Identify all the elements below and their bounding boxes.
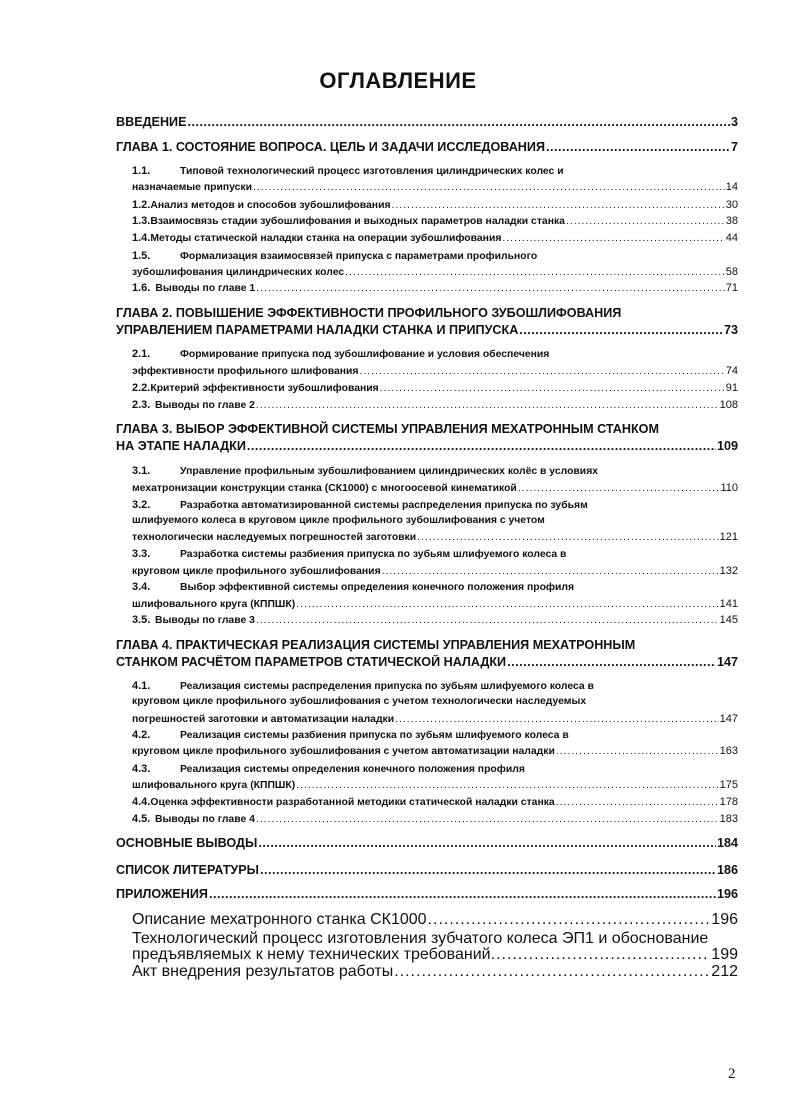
toc-section-number: 1.3.: [132, 215, 151, 227]
toc-section-line: [116, 282, 738, 294]
toc-leader-dots: [502, 233, 724, 244]
toc-chapter-line: [116, 422, 738, 436]
toc-leader-dots: [253, 182, 725, 193]
toc-page-ref: 3: [730, 115, 738, 129]
toc-entry-text: ВВЕДЕНИЕ: [116, 115, 187, 129]
toc-page-ref: 44: [725, 232, 738, 244]
toc-section-number: 1.6.: [132, 282, 151, 294]
toc-entry-text: предъявляемых к нему технических требований.: [132, 946, 496, 963]
toc-entry-text: Описание мехатронного станка СК1000: [132, 911, 427, 928]
toc-leader-dots: [256, 283, 725, 294]
toc-chapter-line: [116, 655, 738, 669]
toc-page-ref: 212: [711, 963, 738, 980]
toc-entry-text: Выводы по главе 1: [155, 283, 256, 294]
toc-entry-text: Разработка автоматизированной системы распределения припуска по зубьям: [180, 500, 588, 511]
toc-entry-text: зубошлифования цилиндрических колес: [132, 267, 345, 278]
toc-leader-dots: [296, 599, 718, 610]
toc-entry-text: Формализация взаимосвязей припуска с параметрами профильного: [180, 251, 538, 262]
toc-section-number: 4.2.: [132, 729, 151, 741]
toc-leader-dots: [256, 615, 719, 626]
toc-page-ref: 145: [719, 614, 738, 626]
toc-page-ref: 108: [719, 399, 738, 411]
toc-page-ref: 199: [711, 946, 738, 963]
toc-entry-text: мехатронизации конструкции станка (СК1000) с многоосевой кинематикой: [132, 483, 517, 494]
toc-section-line: [116, 911, 738, 929]
toc-entry-text: шлифуемого колеса в круговом цикле профильного зубошлифования с учетом: [132, 515, 545, 526]
toc-section-number: 3.3.: [132, 548, 151, 560]
toc-section-number: 1.5.: [132, 250, 151, 262]
toc-page-ref: 74: [725, 365, 738, 377]
toc-chapter-line: [116, 638, 738, 652]
toc-chapter-line: [116, 863, 738, 877]
toc-entry-text: УПРАВЛЕНИЕМ ПАРАМЕТРАМИ НАЛАДКИ СТАНКА И ПРИПУСКА: [116, 323, 519, 337]
toc-leader-dots: [428, 911, 711, 929]
toc-leader-dots: [345, 267, 725, 278]
toc-section-line: [116, 614, 738, 626]
toc-entry-text: ГЛАВА 4. ПРАКТИЧЕСКАЯ РЕАЛИЗАЦИЯ СИСТЕМЫ УПРАВЛЕНИЯ МЕХАТРОННЫМ: [116, 638, 636, 652]
toc-entry-text: Анализ методов и способов зубошлифования: [150, 200, 391, 211]
toc-entry-text: Технологический процесс изготовления зубчатого колеса ЭП1 и обоснование: [132, 930, 709, 947]
toc-leader-dots: [382, 566, 719, 577]
toc-section-line: [116, 946, 738, 964]
toc-section-number: 2.1.: [132, 348, 151, 360]
toc-page-ref: 178: [719, 796, 738, 808]
toc-entry-text: ОСНОВНЫЕ ВЫВОДЫ: [116, 836, 258, 850]
toc-entry-text: Методы статической наладки станка на операции зубошлифования: [150, 233, 502, 244]
toc-leader-dots: [188, 115, 730, 129]
toc-section-line: [116, 598, 738, 610]
toc-leader-dots: [359, 366, 724, 377]
toc-section-number: 4.3.: [132, 763, 151, 775]
toc-leader-dots: [256, 400, 719, 411]
toc-section-line: [116, 779, 738, 791]
toc-leader-dots: [260, 863, 716, 877]
toc-page-ref: 141: [719, 598, 738, 610]
toc-leader-dots: [380, 383, 725, 394]
toc-title: ОГЛАВЛЕНИЕ: [319, 68, 477, 93]
toc-leader-dots: [507, 655, 716, 669]
toc-entry-text: Оценка эффективности разработанной методики статической наладки станка: [150, 797, 555, 808]
toc-entry-text: Выводы по главе 2: [155, 400, 255, 411]
toc-leader-dots: [209, 887, 716, 901]
toc-section-number: 4.5.: [132, 813, 151, 825]
toc-page-ref: 73: [723, 323, 738, 337]
toc-entry-text: Формирование припуска под зубошлифование и условия обеспечения: [180, 349, 550, 360]
toc-entry-text: ПРИЛОЖЕНИЯ: [116, 887, 208, 901]
toc-page-ref: 110: [720, 482, 738, 494]
toc-section-line: [116, 813, 738, 825]
toc-entry-text: Критерий эффективности зубошлифования: [150, 383, 379, 394]
toc-page-ref: 147: [716, 655, 738, 669]
toc-entry-text: Акт внедрения результатов работы: [132, 963, 394, 980]
toc-entry-text: круговом цикле профильного зубошлифования: [132, 566, 381, 577]
toc-leader-dots: [296, 780, 718, 791]
toc-section-number: 4.4.: [132, 796, 151, 808]
toc-entry-text: Выводы по главе 4: [155, 814, 255, 825]
toc-section-line: [116, 348, 738, 360]
toc-section-line: [116, 963, 738, 981]
toc-section-number: 2.2.: [132, 382, 151, 394]
toc-page-ref: 58: [725, 266, 738, 278]
toc-entry-text: погрешностей заготовки и автоматизации наладки: [132, 714, 395, 725]
toc-page-ref: 121: [719, 531, 738, 543]
toc-page-ref: 14: [725, 181, 738, 193]
toc-section-line: [116, 680, 738, 692]
toc-page-ref: 196: [711, 911, 738, 928]
toc-chapter-line: [116, 836, 738, 850]
toc-page-ref: 71: [725, 282, 738, 294]
toc-chapter-line: [116, 887, 738, 901]
toc-entry-text: Взаимосвязь стадии зубошлифования и выходных параметров наладки станка: [150, 216, 565, 227]
toc-entry-text: Реализация системы разбиения припуска по зубьям шлифуемого колеса в: [180, 730, 569, 741]
toc-page-ref: 183: [719, 813, 738, 825]
toc-entry-text: шлифовального круга (КППШК): [132, 599, 296, 610]
toc-entry-text: ГЛАВА 2. ПОВЫШЕНИЕ ЭФФЕКТИВНОСТИ ПРОФИЛЬНОГО ЗУБОШЛИФОВАНИЯ: [116, 306, 622, 320]
toc-entry-text: ГЛАВА 1. СОСТОЯНИЕ ВОПРОСА. ЦЕЛЬ И ЗАДАЧИ ИССЛЕДОВАНИЯ: [116, 140, 546, 154]
toc-page-ref: 132: [719, 565, 738, 577]
toc-section-line: [116, 515, 738, 526]
toc-leader-dots: [256, 814, 719, 825]
toc-leader-dots: [247, 439, 716, 453]
toc-entry-text: Разработка системы разбиения припуска по зубьям шлифуемого колеса в: [180, 549, 567, 560]
toc-leader-dots: [518, 483, 720, 494]
toc-section-line: [116, 215, 738, 227]
toc-section-number: 3.4.: [132, 581, 151, 593]
toc-leader-dots: [496, 946, 710, 964]
toc-page-ref: 7: [730, 140, 738, 154]
toc-page-ref: 147: [719, 713, 738, 725]
toc-leader-dots: [395, 714, 719, 725]
toc-entry-text: назначаемые припуски: [132, 182, 252, 193]
toc-leader-dots: [566, 216, 725, 227]
toc-entry-text: Реализация системы распределения припуска по зубьям шлифуемого колеса в: [180, 681, 594, 692]
toc-entry-text: технологически наследуемых погрешностей заготовки: [132, 532, 417, 543]
toc-page-ref: 109: [716, 439, 738, 453]
toc-leader-dots: [519, 323, 723, 337]
toc-section-line: [116, 266, 738, 278]
toc-entry-text: Выбор эффективной системы определения конечного положения профиля: [180, 582, 575, 593]
toc-entry-text: ГЛАВА 3. ВЫБОР ЭФФЕКТИВНОЙ СИСТЕМЫ УПРАВЛЕНИЯ МЕХАТРОННЫМ СТАНКОМ: [116, 422, 659, 436]
toc-page-ref: 38: [725, 215, 738, 227]
toc-page-ref: 184: [716, 836, 738, 850]
toc-section-line: [116, 729, 738, 741]
toc-section-line: [116, 181, 738, 193]
toc-chapter-line: [116, 323, 738, 337]
toc-section-line: [116, 382, 738, 394]
toc-section-line: [116, 199, 738, 211]
toc-section-line: [116, 581, 738, 593]
toc-entry-text: Управление профильным зубошлифованием цилиндрических колёс в условиях: [180, 466, 599, 477]
toc-entry-text: круговом цикле профильного зубошлифования с учетом автоматизации наладки: [132, 746, 555, 757]
toc-page-ref: 91: [725, 382, 738, 394]
toc-page-ref: 30: [725, 199, 738, 211]
toc-section-number: 3.5.: [132, 614, 151, 626]
toc-chapter-line: [116, 306, 738, 320]
toc-section-line: [116, 465, 738, 477]
toc-section-line: [116, 232, 738, 244]
toc-page-ref: 186: [716, 863, 738, 877]
toc-section-line: [116, 565, 738, 577]
toc-section-number: 2.3.: [132, 399, 151, 411]
toc-section-line: [116, 713, 738, 725]
toc-page-ref: 175: [719, 779, 738, 791]
toc-section-line: [116, 499, 738, 511]
toc-leader-dots: [392, 200, 725, 211]
toc-section-number: 3.1.: [132, 465, 151, 477]
toc-leader-dots: [258, 836, 716, 850]
toc-section-line: [116, 399, 738, 411]
toc-entry-text: СПИСОК ЛИТЕРАТУРЫ: [116, 863, 259, 877]
toc-section-line: [116, 250, 738, 262]
page-number: 2: [728, 1066, 736, 1082]
toc-page-ref: 196: [716, 887, 738, 901]
toc-section-line: [116, 763, 738, 775]
toc-section-line: [116, 365, 738, 377]
toc-entry-text: СТАНКОМ РАСЧЁТОМ ПАРАМЕТРОВ СТАТИЧЕСКОЙ НАЛАДКИ: [116, 655, 507, 669]
toc-entry-text: Реализация системы определения конечного положения профиля: [180, 764, 525, 775]
toc-section-line: [116, 745, 738, 757]
toc-section-number: 1.2.: [132, 199, 151, 211]
toc-entry-text: Типовой технологический процесс изготовления цилиндрических колес и: [180, 166, 564, 177]
toc-entry-text: круговом цикле профильного зубошлифования с учетом технологически наследуемых: [132, 696, 587, 707]
toc-section-number: 4.1.: [132, 680, 151, 692]
toc-section-number: 1.4.: [132, 232, 151, 244]
toc-section-line: [116, 696, 738, 707]
toc-chapter-line: [116, 439, 738, 453]
toc-section-line: [116, 531, 738, 543]
toc-leader-dots: [394, 963, 710, 981]
toc-entry-text: Выводы по главе 3: [155, 615, 255, 626]
toc-entry-text: НА ЭТАПЕ НАЛАДКИ: [116, 439, 246, 453]
toc-entry-text: шлифовального круга (КППШК): [132, 780, 296, 791]
toc-page-ref: 163: [719, 745, 738, 757]
toc-chapter-line: [116, 140, 738, 154]
toc-section-line: [116, 165, 738, 177]
toc-section-line: [116, 482, 738, 494]
toc-leader-dots: [556, 746, 719, 757]
toc-section-line: [116, 548, 738, 560]
toc-leader-dots: [546, 140, 730, 154]
toc-leader-dots: [556, 797, 719, 808]
toc-chapter-line: [116, 115, 738, 129]
toc-section-number: 1.1.: [132, 165, 151, 177]
toc-entry-text: эффективности профильного шлифования: [132, 366, 359, 377]
toc-section-number: 3.2.: [132, 499, 151, 511]
toc-leader-dots: [417, 532, 719, 543]
toc-section-line: [116, 796, 738, 808]
